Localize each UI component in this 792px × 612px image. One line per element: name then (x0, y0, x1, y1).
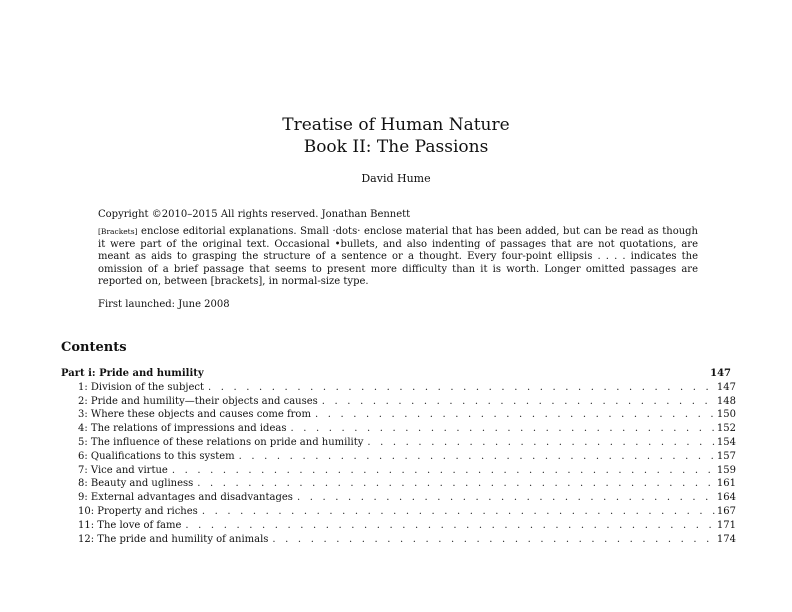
toc-leader-dots (272, 533, 714, 547)
toc-entry-page: 154 (716, 436, 736, 448)
toc-entry[interactable] (61, 450, 736, 464)
copyright-notice: Copyright ©2010–2015 All rights reserved. Jonathan Bennett (98, 209, 411, 220)
toc-entry-page: 171 (716, 519, 736, 531)
title-line-2: Book II: The Passions (303, 137, 489, 157)
toc-entry[interactable] (61, 436, 736, 450)
toc-entry[interactable] (61, 464, 736, 478)
launch-date: First launched: June 2008 (98, 299, 230, 310)
toc-leader-dots (315, 408, 715, 422)
toc-entry-page: 157 (716, 450, 736, 462)
toc-entry-label: 2: Pride and humility—their objects and causes (78, 395, 322, 409)
toc-entry-label: 3: Where these objects and causes come from (78, 408, 315, 422)
editorial-notes (98, 226, 698, 289)
toc-entry-label: 9: External advantages and disadvantages (78, 491, 297, 505)
toc-leader-dots (239, 450, 715, 464)
toc-entry-label: 5: The influence of these relations on pride and humility (78, 436, 367, 450)
author: David Hume (361, 172, 431, 185)
toc-leader-dots (197, 477, 715, 491)
toc-entry-label: 11: The love of fame (78, 519, 185, 533)
toc-part-label: Part i: Pride and humility (61, 368, 204, 379)
toc-entry-page: 167 (716, 505, 736, 517)
toc-entry-label: 10: Property and riches (78, 505, 202, 519)
toc-entry-page: 164 (716, 492, 736, 504)
toc-leader-dots (290, 422, 714, 436)
toc-entry[interactable] (61, 381, 736, 395)
contents-heading: Contents (61, 340, 127, 355)
toc-entry-page: 159 (716, 464, 736, 476)
toc-leader-dots (322, 395, 715, 409)
notes-text: enclose editorial explanations. Small ·dots· enclose material that has been added, but can be read as though it were part of the original text. Occasional •bullets, and also indenting of passages that are not quotations, are meant as aids to grasping the structure of a sentence or a thought. Every four-point ellipsis . . . . indicates the omission of a brief passage that seems to present more difficulty than it is worth. Longer omitted passages are reported on, between [brackets], in normal-size type. (98, 226, 698, 287)
toc-entry-page: 174 (716, 533, 736, 545)
title-line-1: Treatise of Human Nature (282, 115, 510, 135)
toc-entry-page: 152 (716, 423, 736, 435)
brackets-sample: [Brackets] (98, 227, 138, 236)
toc-entry-label: 12: The pride and humility of animals (78, 533, 272, 547)
toc-entry[interactable] (61, 408, 736, 422)
toc-entry-label: 1: Division of the subject (78, 381, 208, 395)
toc-part-row[interactable] (61, 367, 736, 381)
toc-entry[interactable] (61, 533, 736, 547)
toc-entry[interactable] (61, 395, 736, 409)
toc-entry[interactable] (61, 519, 736, 533)
toc-entry-label: 4: The relations of impressions and ideas (78, 422, 290, 436)
table-of-contents (61, 367, 736, 546)
toc-leader-dots (202, 505, 715, 519)
toc-entry-label: 6: Qualifications to this system (78, 450, 239, 464)
toc-entry-page: 147 (716, 381, 736, 393)
toc-entry[interactable] (61, 505, 736, 519)
toc-part-page: 147 (710, 368, 731, 379)
toc-entry[interactable] (61, 477, 736, 491)
toc-leader-dots (172, 464, 715, 478)
toc-entry[interactable] (61, 422, 736, 436)
toc-leader-dots (208, 381, 715, 395)
toc-entry-label: 7: Vice and virtue (78, 464, 172, 478)
toc-entry-page: 161 (716, 478, 736, 490)
toc-entry[interactable] (61, 491, 736, 505)
toc-entry-page: 148 (716, 395, 736, 407)
toc-entry-label: 8: Beauty and ugliness (78, 477, 197, 491)
toc-leader-dots (297, 491, 715, 505)
toc-entry-page: 150 (716, 409, 736, 421)
toc-leader-dots (185, 519, 714, 533)
toc-leader-dots (367, 436, 715, 450)
